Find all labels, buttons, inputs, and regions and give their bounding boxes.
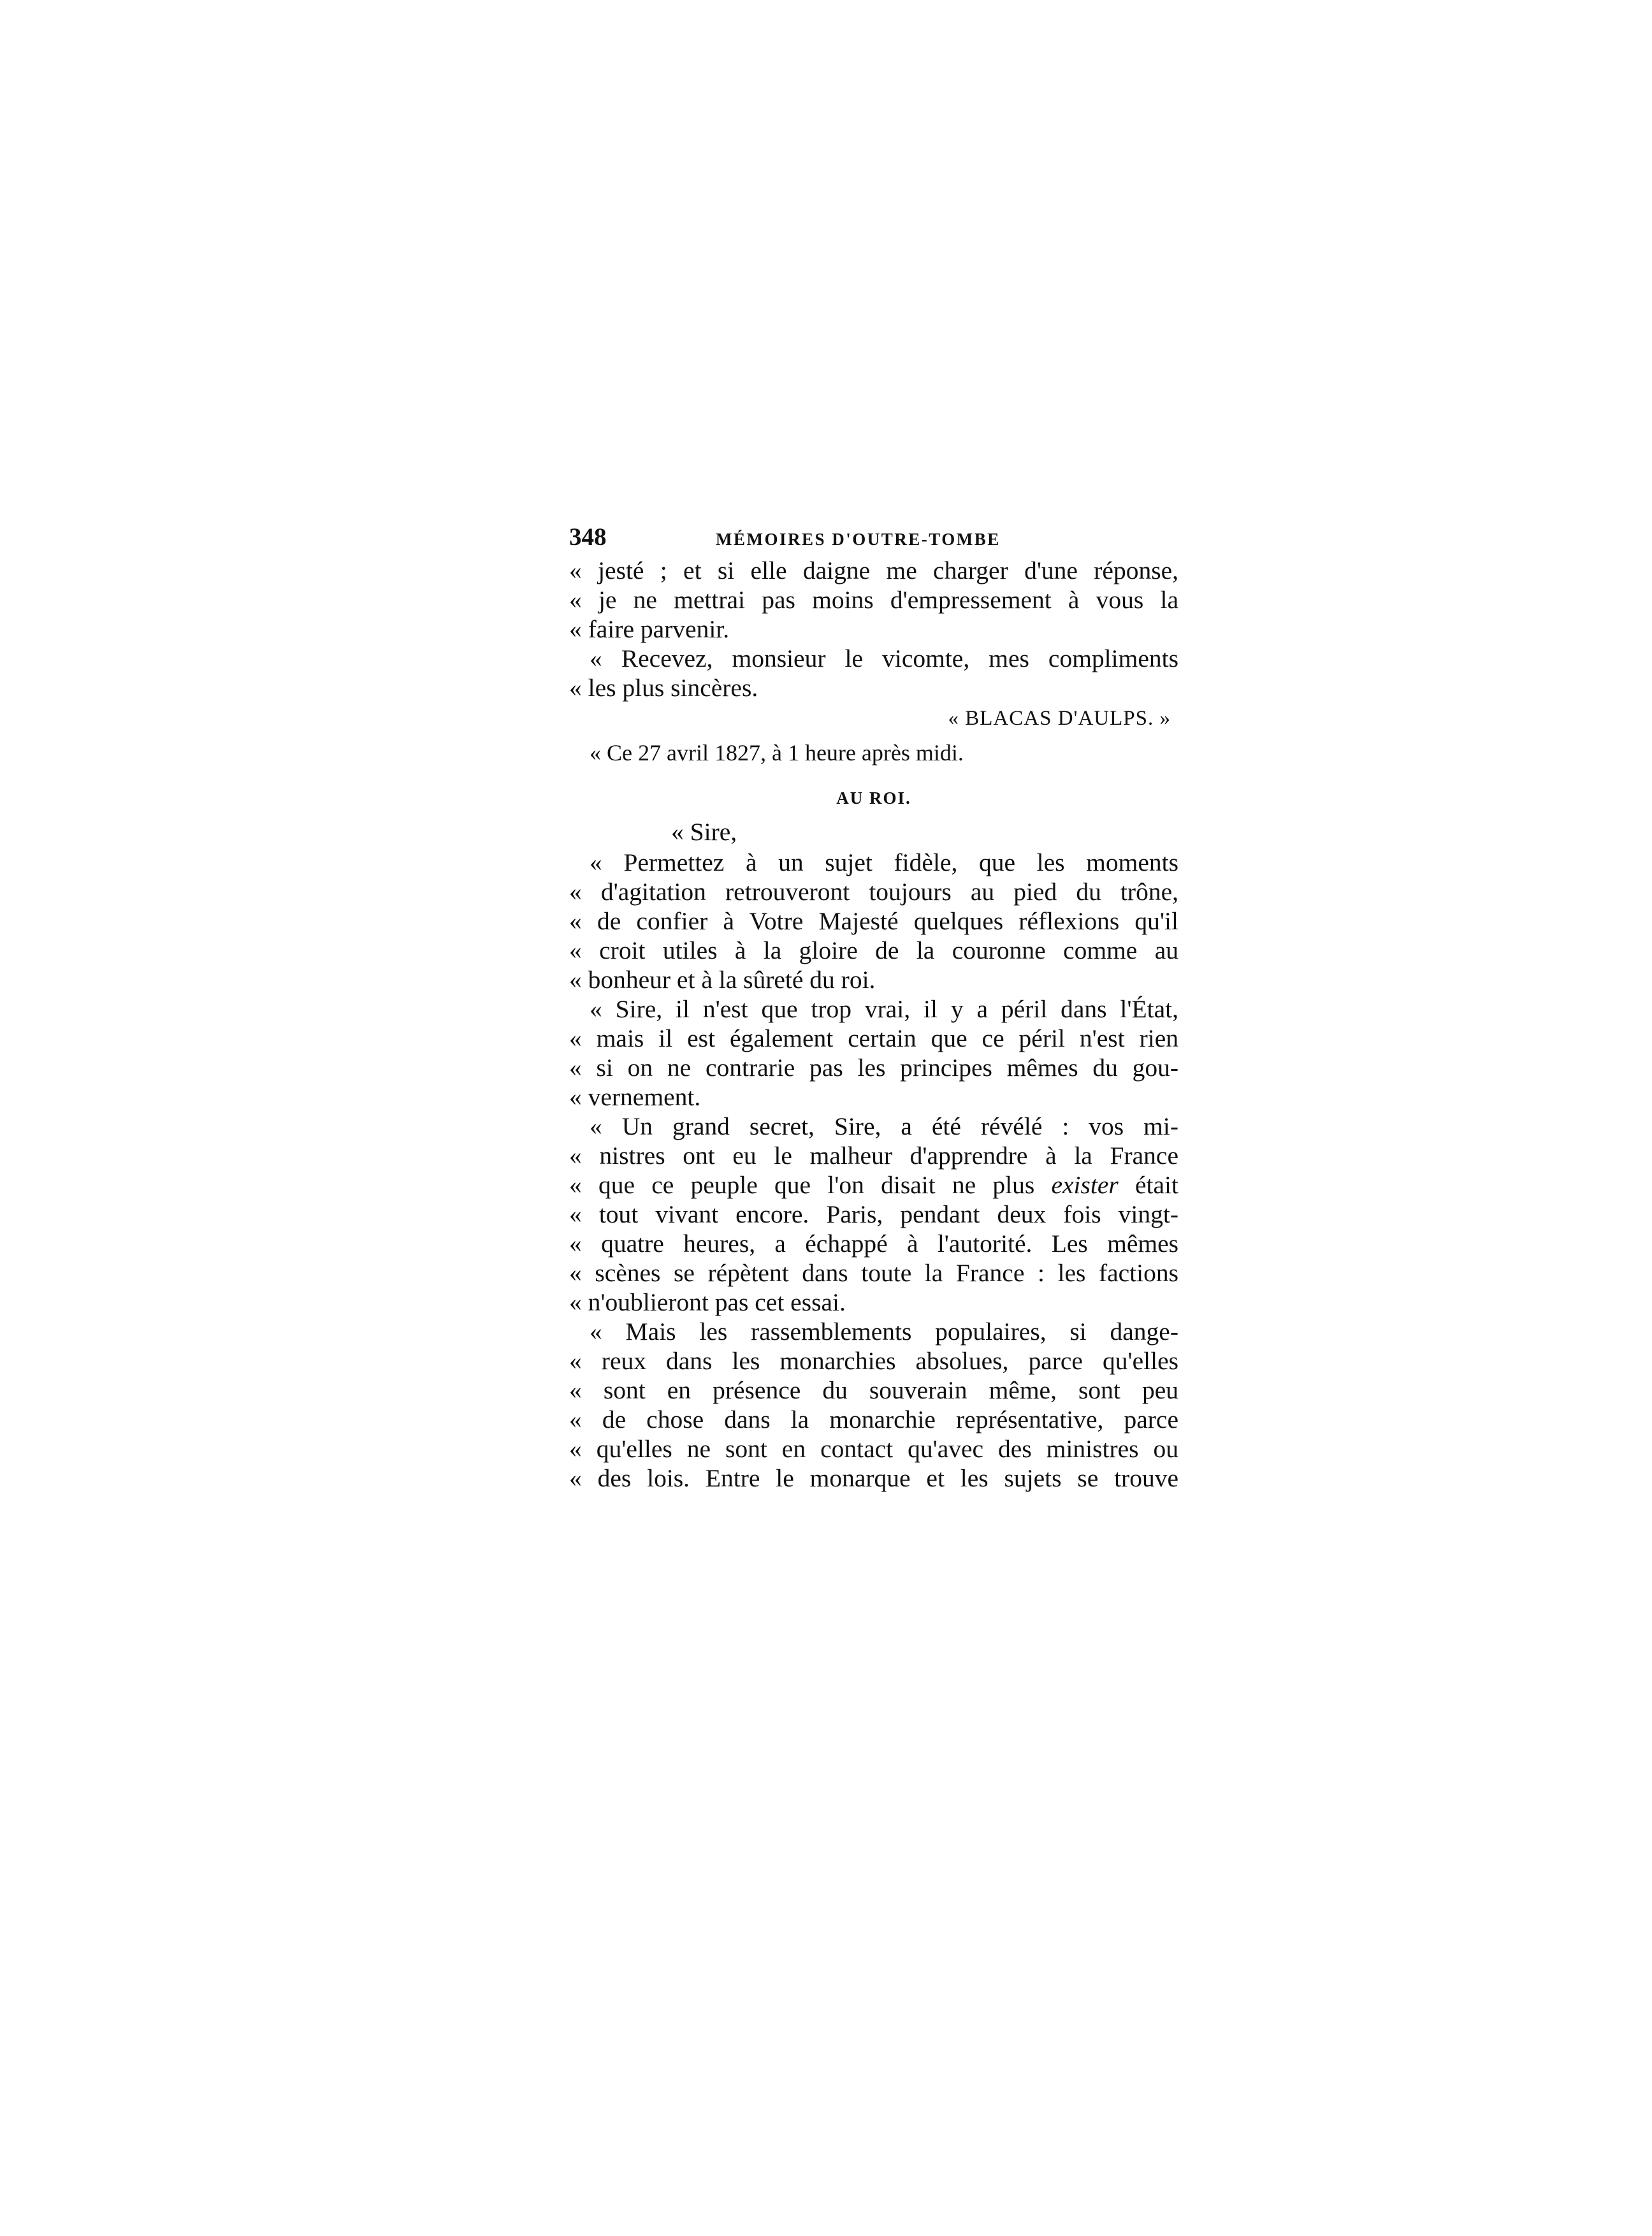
- book-page: [569, 523, 1178, 1493]
- text-segment: « que ce peuple que l'on disait ne plus: [569, 1171, 1052, 1199]
- text-line: « croit utiles à la gloire de la couronne comme au: [569, 936, 1178, 964]
- section-heading: AU ROI.: [836, 788, 911, 808]
- letter-date: « Ce 27 avril 1827, à 1 heure après midi.: [590, 740, 964, 766]
- text-line: « n'oublieront pas cet essai.: [569, 1288, 846, 1316]
- text-line: « de confier à Votre Majesté quelques réflexions qu'il: [569, 907, 1178, 935]
- text-line: « Mais les rassemblements populaires, si dange-: [590, 1318, 1178, 1346]
- text-line: « Permettez à un sujet fidèle, que les moments: [590, 848, 1178, 876]
- salutation: « Sire,: [671, 818, 737, 846]
- text-line: « Sire, il n'est que trop vrai, il y a péril dans l'État,: [590, 995, 1178, 1023]
- page-number: 348: [569, 523, 607, 551]
- text-line: « nistres ont eu le malheur d'apprendre à la France: [569, 1142, 1178, 1170]
- text-line: « d'agitation retrouveront toujours au pied du trône,: [569, 878, 1178, 906]
- text-line: « tout vivant encore. Paris, pendant deux fois vingt-: [569, 1200, 1178, 1228]
- text-line: « si on ne contrarie pas les principes mêmes du gou-: [569, 1054, 1178, 1082]
- text-line: « reux dans les monarchies absolues, parce qu'elles: [569, 1347, 1178, 1375]
- text-line: « sont en présence du souverain même, sont peu: [569, 1376, 1178, 1404]
- page-header: [569, 523, 1178, 556]
- text-segment: était: [1118, 1171, 1178, 1199]
- running-title: MÉMOIRES D'OUTRE-TOMBE: [716, 530, 1001, 549]
- text-line: « bonheur et à la sûreté du roi.: [569, 966, 876, 994]
- text-line: « jesté ; et si elle daigne me charger d'une réponse,: [569, 556, 1178, 584]
- text-line: « quatre heures, a échappé à l'autorité. Les mêmes: [569, 1230, 1178, 1258]
- text-line: « les plus sincères.: [569, 674, 758, 702]
- text-line: « qu'elles ne sont en contact qu'avec des ministres ou: [569, 1435, 1178, 1463]
- text-line: « des lois. Entre le monarque et les sujets se trouve: [569, 1464, 1178, 1492]
- text-line: « Un grand secret, Sire, a été révélé : vos mi-: [590, 1112, 1178, 1140]
- text-line-with-italic: [569, 1170, 1178, 1200]
- text-line: « mais il est également certain que ce péril n'est rien: [569, 1024, 1178, 1052]
- letter-signature: « BLACAS D'AULPS. »: [948, 707, 1171, 730]
- text-line: « Recevez, monsieur le vicomte, mes compliments: [590, 644, 1178, 672]
- text-line: « vernement.: [569, 1083, 701, 1111]
- text-line: « scènes se répètent dans toute la France : les factions: [569, 1259, 1178, 1287]
- text-line: « faire parvenir.: [569, 615, 730, 643]
- text-line: « je ne mettrai pas moins d'empressement à vous la: [569, 586, 1178, 614]
- text-line: « de chose dans la monarchie représentative, parce: [569, 1405, 1178, 1434]
- italic-word: exister: [1051, 1171, 1119, 1199]
